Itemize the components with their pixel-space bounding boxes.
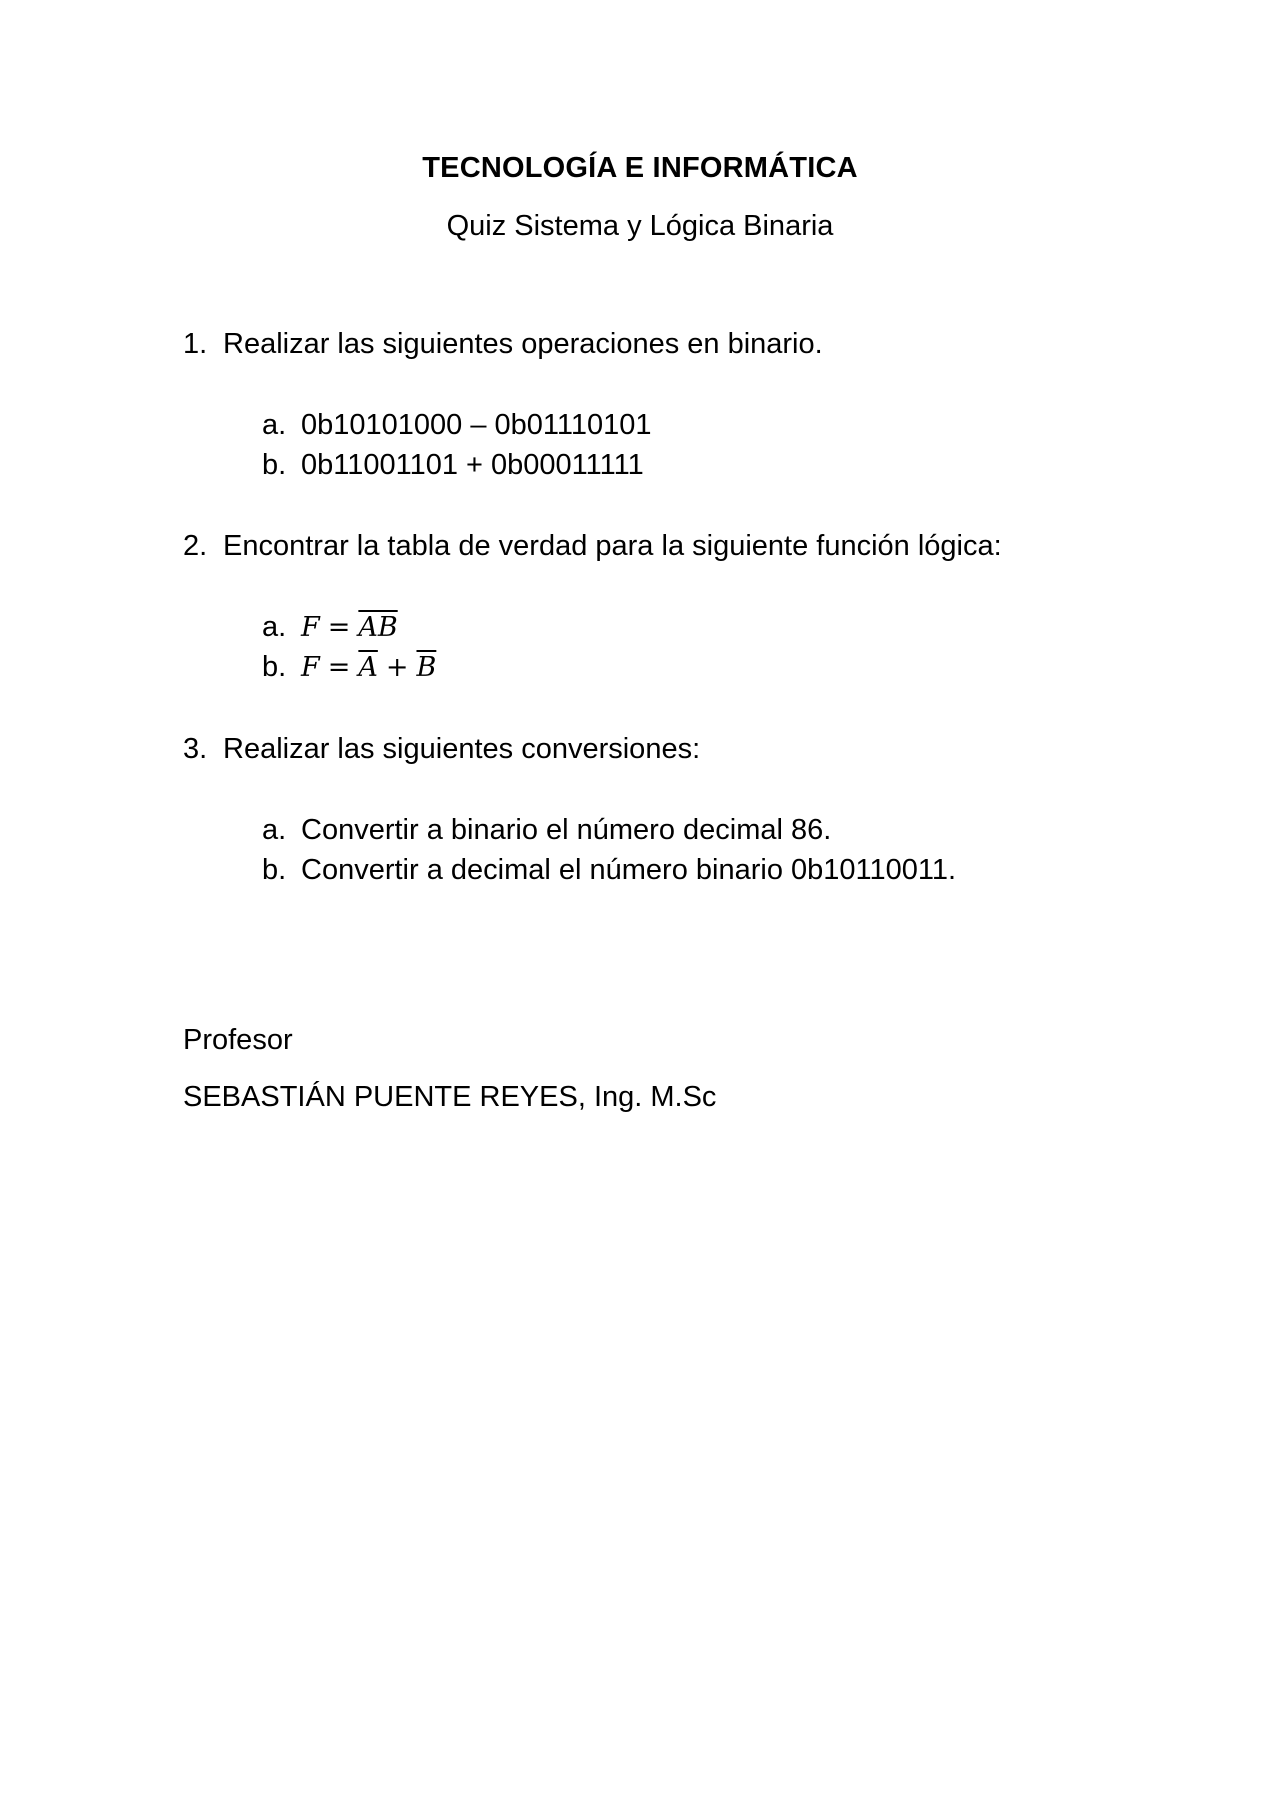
item-letter: b. [262, 449, 287, 481]
formula-lhs: F [301, 652, 320, 683]
item-text: Convertir a binario el número decimal 86. [301, 814, 832, 846]
logic-formula-b [301, 652, 436, 683]
item-letter: b. [262, 651, 287, 683]
question-number: 1. [183, 328, 208, 360]
formula-plus: + [385, 652, 409, 683]
professor-label: Profesor [183, 1024, 293, 1056]
professor-name: SEBASTIÁN PUENTE REYES, Ing. M.Sc [183, 1081, 717, 1113]
item-text: 0b11001101 + 0b00011111 [301, 449, 644, 481]
formula-lhs: F [301, 612, 320, 643]
question-number: 2. [183, 530, 208, 562]
question-2-item-b [262, 651, 436, 684]
document-subtitle: Quiz Sistema y Lógica Binaria [446, 210, 834, 242]
logic-formula-a [301, 612, 398, 643]
item-letter: a. [262, 611, 287, 643]
formula-term-b-negated: $\overline{B}$ [416, 652, 437, 683]
question-2 [183, 530, 1002, 563]
question-3-item-b [262, 854, 956, 887]
question-3-item-a [262, 814, 831, 847]
question-3 [183, 733, 700, 766]
question-number: 3. [183, 733, 208, 765]
formula-rhs-negated-product: $\overline{AB}$ [358, 612, 398, 643]
question-1-item-a [262, 409, 652, 442]
formula-equals: = [327, 612, 351, 643]
item-text: Convertir a decimal el número binario 0b10110011. [301, 854, 957, 886]
formula-equals: = [327, 652, 351, 683]
question-text: Realizar las siguientes conversiones: [223, 733, 701, 765]
item-text: 0b10101000 – 0b01110101 [301, 409, 652, 441]
question-1-item-b [262, 449, 644, 482]
item-letter: a. [262, 409, 287, 441]
question-text: Realizar las siguientes operaciones en binario. [223, 328, 823, 360]
document-title: TECNOLOGÍA E INFORMÁTICA [422, 152, 858, 184]
question-text: Encontrar la tabla de verdad para la siguiente función lógica: [223, 530, 1002, 562]
item-letter: b. [262, 854, 287, 886]
item-letter: a. [262, 814, 287, 846]
formula-term-a-negated: $\overline{A}$ [358, 652, 378, 683]
question-2-item-a [262, 611, 398, 644]
question-1 [183, 328, 823, 361]
